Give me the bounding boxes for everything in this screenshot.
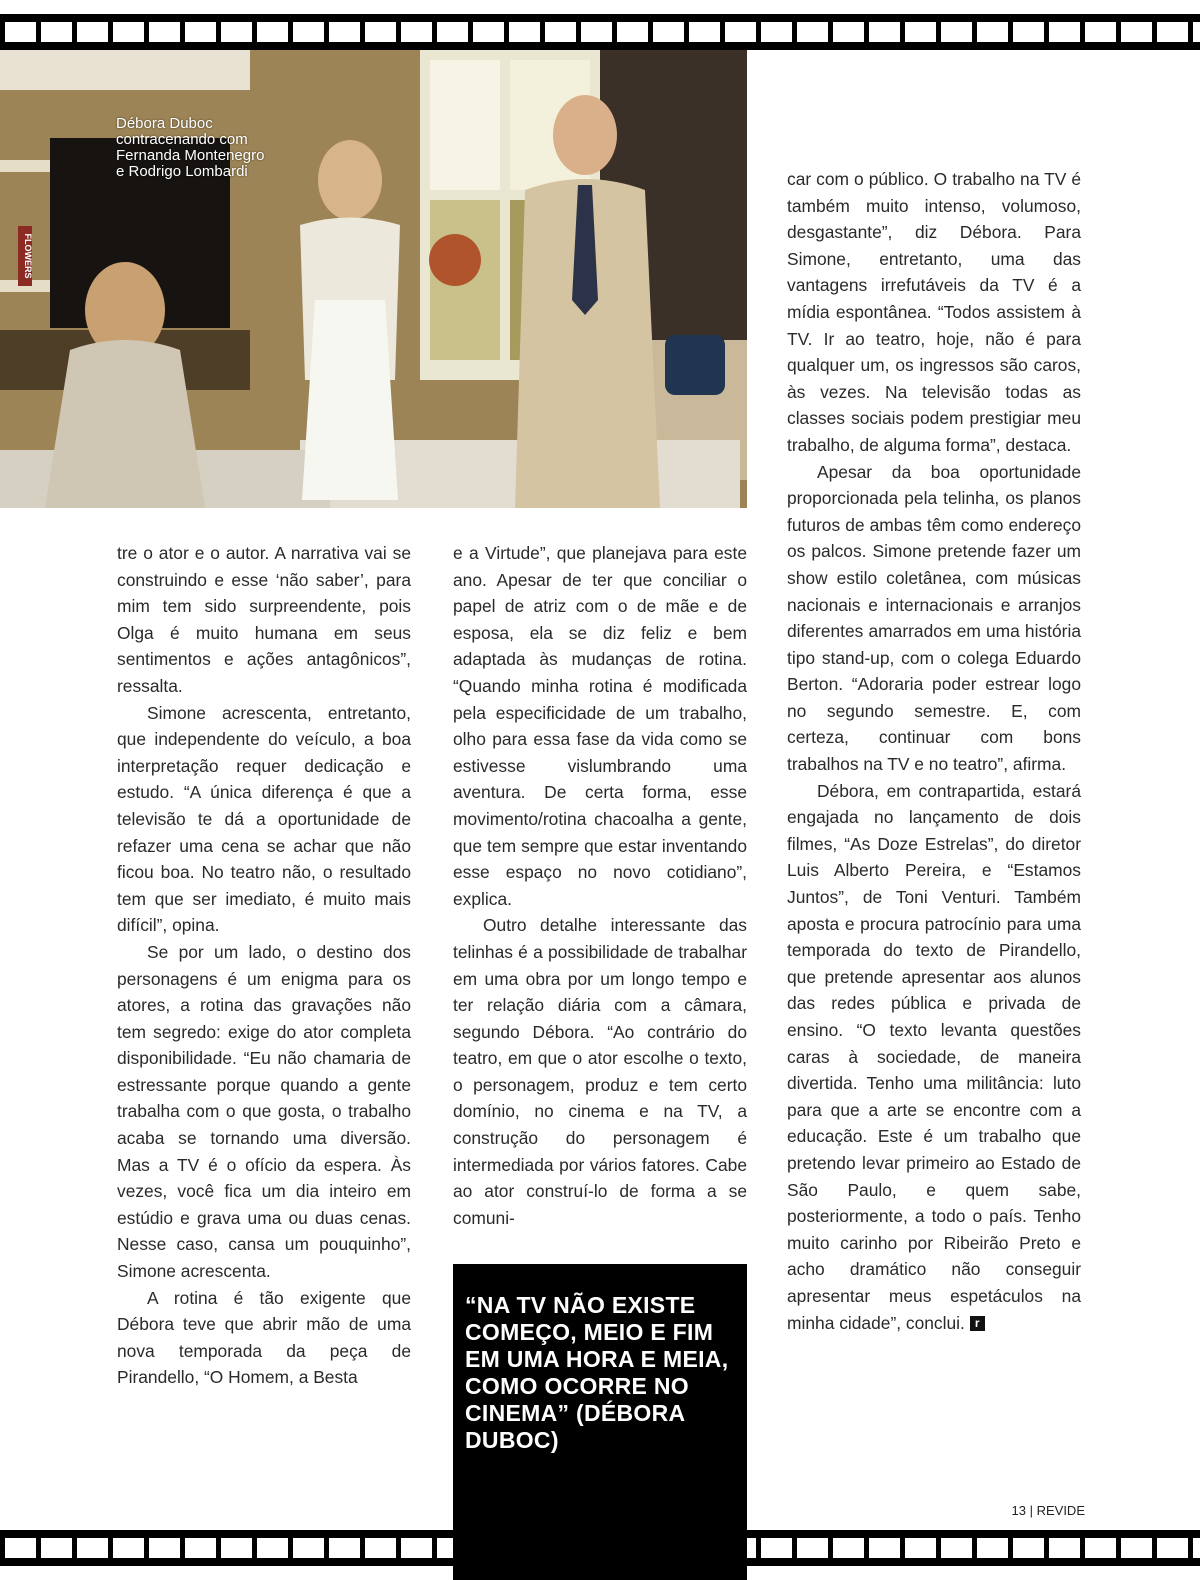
scene-illustration — [0, 50, 747, 508]
paragraph: Se por um lado, o destino dos personagens é um enigma para os atores, a rotina das gravações não tem segredo: exige do ator completa disponibilidade. “Eu não chamaria de estressante porque quando a gente trabalha com o que gosta, o trabalho acaba se tornando uma diversão. Mas a TV é o ofício da espera. Às vezes, você fica um dia inteiro em estúdio e grava uma ou duas cenas. Nesse caso, cansa um pouquinho”, Simone acrescenta. — [117, 941, 411, 1282]
end-mark-icon: r — [970, 1316, 985, 1331]
paragraph: Simone acrescenta, entretanto, que independente do veículo, a boa interpretação requer dedicação e estudo. “A única diferença é que a televisão te dá a oportunidade de refazer uma cena se achar que não ficou boa. No teatro não, o resultado tem que ser imediato, é muito mais difícil”, opina. — [117, 702, 411, 936]
book-spine-text: FLOWERS — [23, 233, 33, 279]
caption-line: e Rodrigo Lombardi — [116, 163, 248, 180]
paragraph: Apesar da boa oportunidade proporcionada pela telinha, os planos futuros de ambas têm como endereço os palcos. Simone pretende fazer um show estilo coletânea, com músicas nacionais e internacionais e arranjos diferentes amarrados em uma história tipo stand-up, com o colega Eduardo Berton. “Adoraria poder estrear logo no segundo semestre. E, com certeza, continuar com bons trabalhos na TV e no teatro”, afirma. — [787, 461, 1081, 775]
text-column-1 — [117, 540, 411, 1391]
text-column-2 — [453, 540, 747, 1231]
scene-photo — [0, 50, 747, 508]
paragraph: tre o ator e o autor. A narrativa vai se construindo e esse ‘não saber’, para mim tem sido surpreendente, pois Olga é muito humana em seus sentimentos e ações antagônicos”, ressalta. — [117, 543, 411, 696]
paragraph — [787, 778, 1081, 1336]
photo-caption — [116, 116, 316, 180]
paragraph: car com o público. O trabalho na TV é também muito intenso, volumoso, desgastante”, diz Débora. Para Simone, entretanto, uma das vantagens irrefutáveis da TV é a mídia espontânea. “Todos assistem à TV. Ir ao teatro, hoje, não é para qualquer um, os ingressos são caros, às vezes. Na televisão todas as classes sociais podem prestigiar meu trabalho, de alguma forma”, destaca. — [787, 169, 1081, 455]
page-number: 13 | REVIDE — [1011, 1503, 1085, 1518]
caption-line: contracenando com — [116, 131, 248, 148]
paragraph: A rotina é tão exigente que Débora teve que abrir mão de uma nova temporada da peça de Pirandello, “O Homem, a Besta — [117, 1287, 411, 1388]
caption-line: Fernanda Montenegro — [116, 147, 265, 164]
caption-line: Débora Duboc — [116, 115, 213, 132]
pull-quote-text: “NA TV NÃO EXISTE COMEÇO, MEIO E FIM EM UMA HORA E MEIA, COMO OCORRE NO CINEMA” (DÉBORA DUBOC) — [465, 1292, 729, 1453]
pull-quote — [453, 1264, 747, 1580]
paragraph: e a Virtude”, que planejava para este ano. Apesar de ter que conciliar o papel de atriz com o de mãe e de esposa, ela se diz feliz e bem adaptada às mudanças de rotina. “Quando minha rotina é modificada pela especificidade de um trabalho, olho para essa fase da vida como se estivesse vislumbrando uma aventura. De certa forma, esse movimento/rotina chacoalha a gente, que tem sempre que estar inventando esse espaço no novo cotidiano”, explica. — [453, 543, 747, 909]
paragraph: Outro detalhe interessante das telinhas é a possibilidade de trabalhar em uma obra por um longo tempo e ter relação diária com a câmara, segundo Débora. “Ao contrário do teatro, em que o ator escolhe o texto, o personagem, produz e tem certo domínio, no cinema e na TV, a construção do personagem é intermediada por vários fatores. Cabe ao ator construí-lo de forma a se comuni- — [453, 915, 747, 1228]
text-column-3 — [787, 166, 1081, 1336]
film-strip-top — [0, 14, 1200, 50]
paragraph-text: Débora, em contrapartida, estará engajada no lançamento de dois filmes, “As Doze Estrelas”, do diretor Luis Alberto Pereira, e “Estamos Juntos”, de Toni Venturi. Também aposta e procura patrocínio para uma temporada do texto de Pirandello, que pretende apresentar aos alunos das redes pública e privada de ensino. “O texto levanta questões caras à sociedade, de maneira divertida. Tenho uma militância: luto para que a arte se encontre com a educação. Este é um trabalho que pretendo levar primeiro ao Estado de São Paulo, e quem sabe, posteriormente, a todo o país. Tenho muito carinho por Ribeirão Preto e acho dramático não conseguir apresentar meus espetáculos na minha cidade”, conclui. — [787, 780, 1081, 1333]
